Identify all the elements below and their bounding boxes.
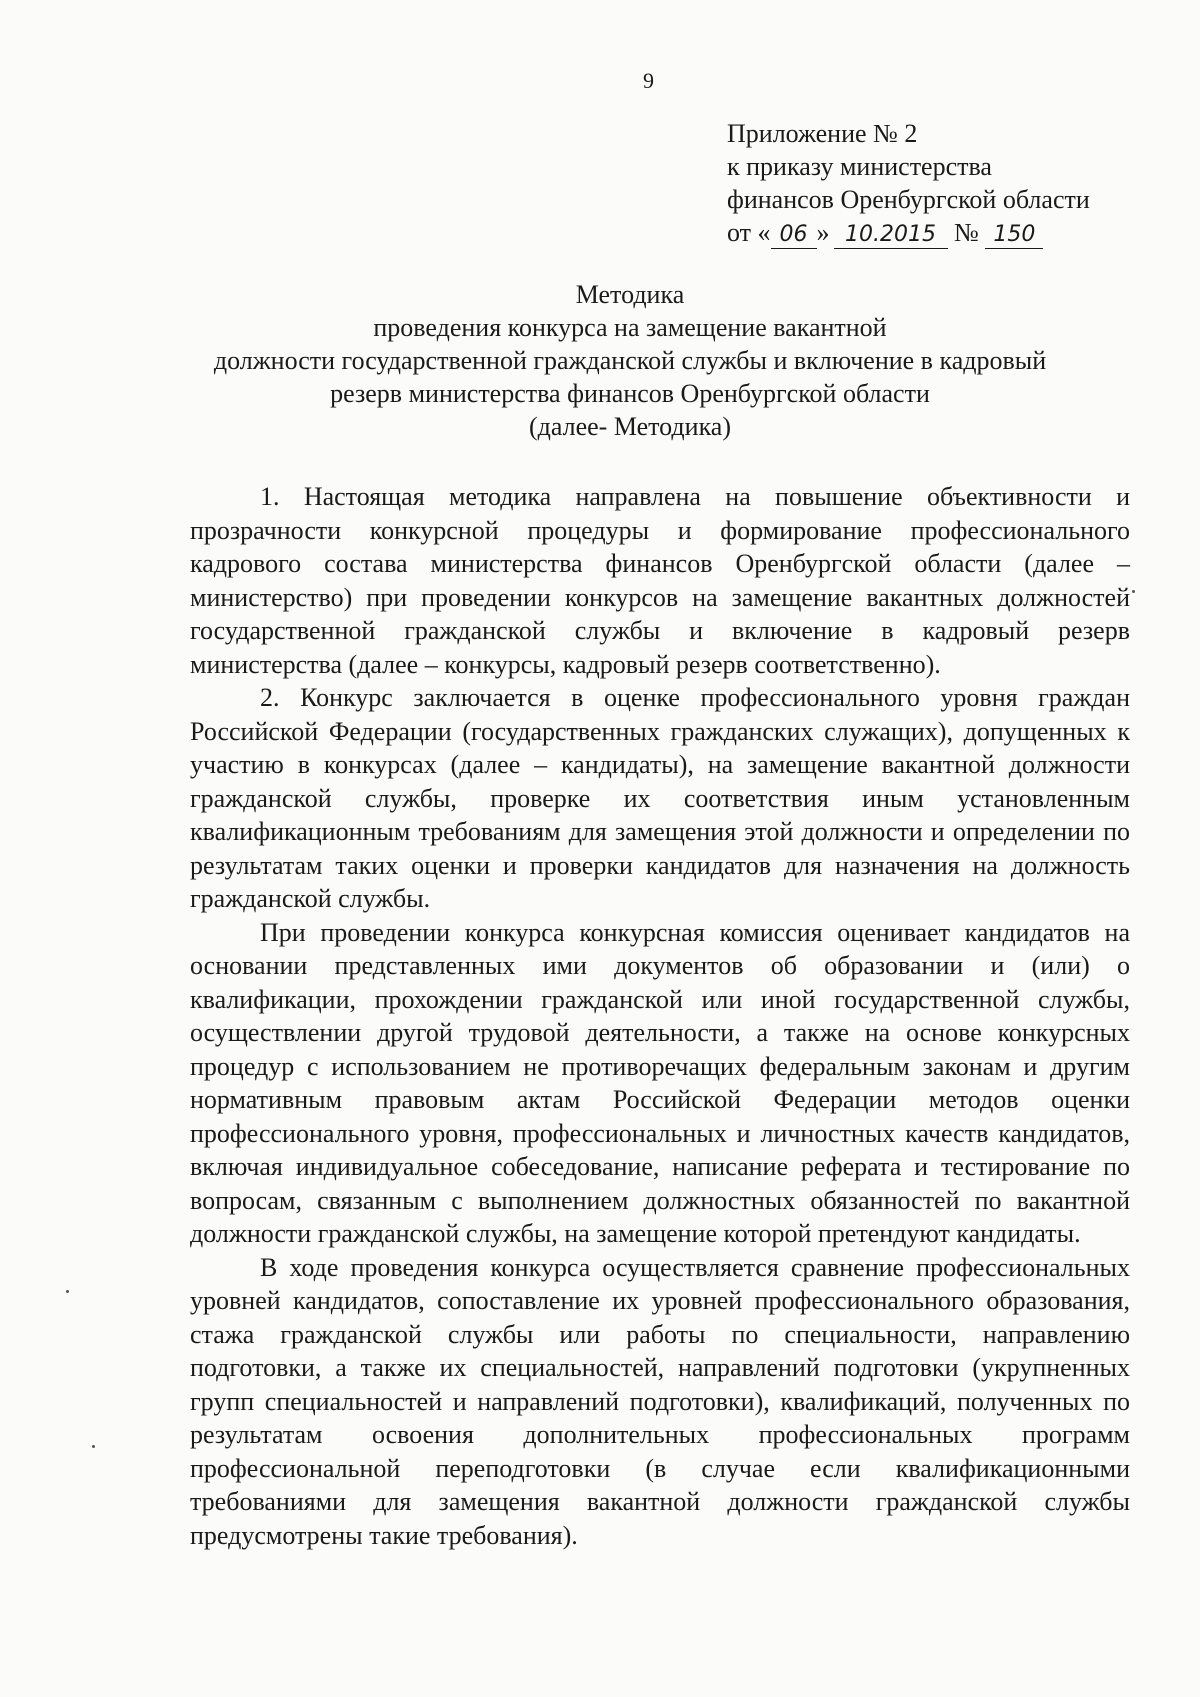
scan-speck [66, 1290, 69, 1293]
scan-speck [92, 1445, 95, 1448]
heading-line-2: проведения конкурса на замещение вакантной [373, 313, 887, 342]
paragraph: При проведении конкурса конкурсная комиссия оценивает кандидатов на основании представленных ими документов об образовании и (или) о квалификации, прохождении гражданской или иной государственной службы, осуществлении другой трудовой деятельности, а также на основе конкурсных процедур с использованием не противоречащих федеральным законам и другим нормативным правовым актам Российской Федерации методов оценки профессионального уровня, профессиональных и личностных качеств кандидатов, включая индивидуальное собеседование, написание реферата и тестирование по вопросам, связанным с выполнением должностных обязанностей по вакантной должности гражданской службы, на замещение которой претендуют кандидаты. [190, 917, 1130, 1248]
heading-line-4: резерв министерства финансов Оренбургской области [330, 379, 930, 408]
heading-line-3: должности государственной гражданской службы и включение в кадровый [213, 346, 1047, 375]
handwritten-number: 150 [985, 222, 1043, 249]
page-number: 9 [643, 68, 654, 93]
heading-line-1: Методика [575, 280, 685, 309]
appendix-date-line [727, 216, 1147, 249]
paragraph: В ходе проведения конкурса осуществляется сравнение профессиональных уровней кандидатов, сопоставление их уровней профессионального образования, стажа гражданской службы или работы по специальности, направлению подготовки, а также их специальностей, направлений подготовки (укрупненных групп специальностей и направлений подготовки), квалификаций, полученных по результатам освоения дополнительных профессиональных программ профессиональной переподготовки (в случае если квалификационными требованиями для замещения вакантной должности гражданской службы предусмотрены такие требования). [190, 1252, 1130, 1550]
paragraph: 2. Конкурс заключается в оценке профессионального уровня граждан Российской Федерации (государственных гражданских служащих), допущенных к участию в конкурсах (далее – кандидаты), на замещение вакантной должности гражданской службы, проверке их соответствия иным установленным квалификационным требованиям для замещения этой должности и определении по результатам таких оценки и проверки кандидатов для назначения на должность гражданской службы. [190, 683, 1130, 913]
appendix-ministry: финансов Оренбургской области [727, 185, 1090, 214]
document-heading [180, 278, 1080, 443]
date-quote-close: » [816, 218, 830, 247]
appendix-block [727, 117, 1147, 249]
heading-line-5: (далее- Методика) [528, 412, 732, 441]
handwritten-date: 10.2015 [834, 222, 948, 249]
handwritten-day: 06 [771, 222, 817, 249]
appendix-title: Приложение № 2 [727, 119, 918, 148]
paragraph: 1. Настоящая методика направлена на повышение объективности и прозрачности конкурсной процедуры и формирование профессионального кадрового состава министерства финансов Оренбургской области (далее – министерство) при проведении конкурсов на замещение вакантных должностей государственной гражданской службы и включение в кадровый резерв министерства (далее – конкурсы, кадровый резерв соответственно). [190, 482, 1130, 679]
appendix-order-ref: к приказу министерства [727, 152, 992, 181]
date-prefix: от « [727, 218, 771, 247]
scan-speck [1132, 590, 1135, 593]
document-body [190, 480, 1130, 1552]
number-sign: № [954, 218, 979, 247]
